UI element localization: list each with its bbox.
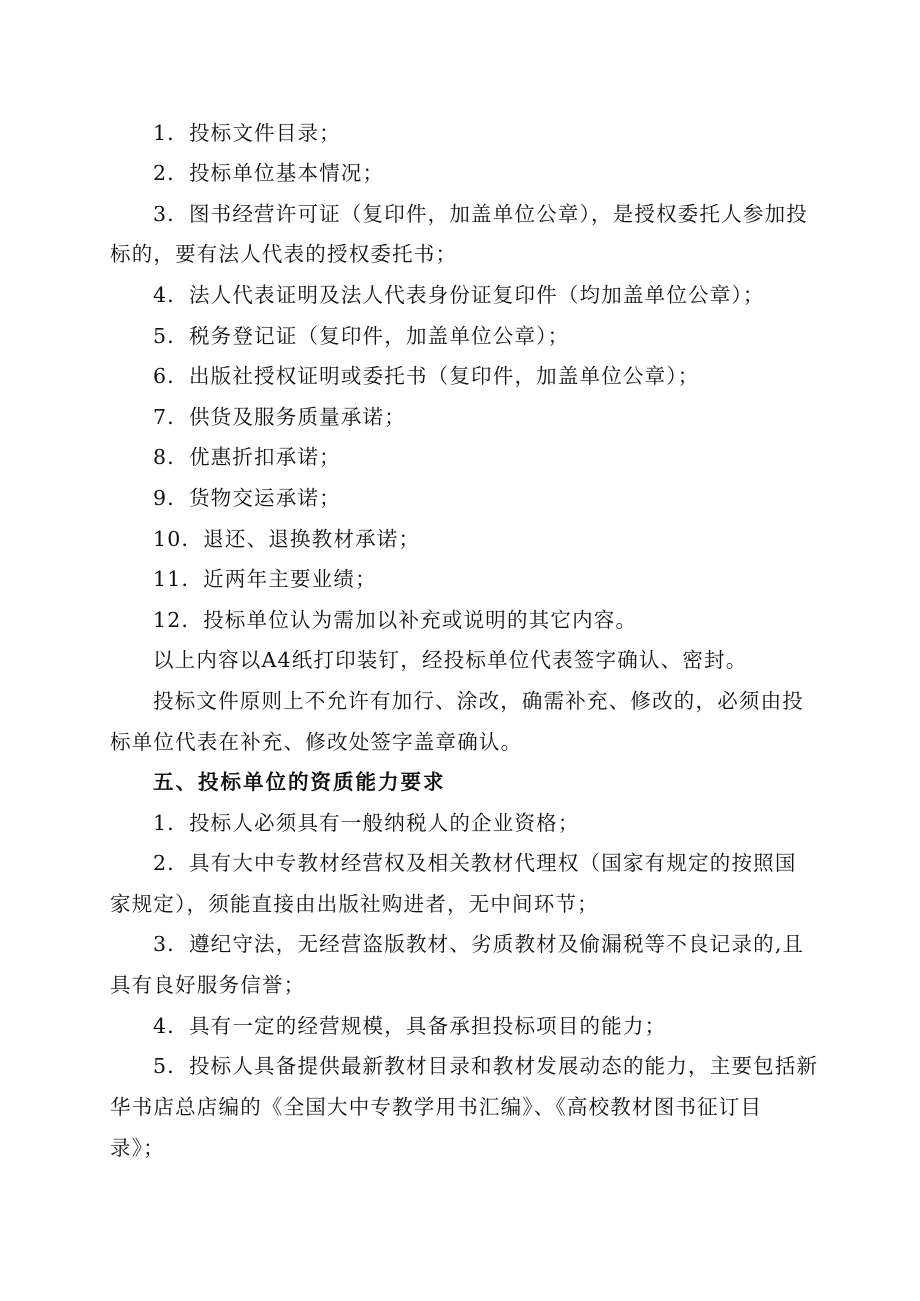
requirement-2-line-1: 2．具有大中专教材经营权及相关教材代理权（国家有规定的按照国: [153, 851, 797, 875]
item-7: 7．供货及服务质量承诺；: [153, 405, 406, 429]
section-title: 五、投标单位的资质能力要求: [153, 770, 446, 794]
requirement-5-line-3: 录》；: [110, 1136, 165, 1160]
item-1: 1．投标文件目录；: [153, 121, 341, 145]
item-6: 6．出版社授权证明或委托书（复印件，加盖单位公章）；: [153, 364, 700, 388]
item-3-line-1: 3．图书经营许可证（复印件，加盖单位公章），是授权委托人参加投: [153, 202, 808, 226]
requirement-3-line-2: 具有良好服务信誉；: [110, 973, 306, 997]
item-3-line-2: 标的，要有法人代表的授权委托书；: [110, 242, 458, 266]
item-5: 5．税务登记证（复印件，加盖单位公章）；: [153, 324, 570, 348]
item-9: 9．货物交运承诺；: [153, 486, 341, 510]
requirement-2-line-2: 家规定），须能直接由出版社购进者，无中间环节；: [110, 892, 599, 916]
item-2: 2．投标单位基本情况；: [153, 161, 385, 185]
modification-paragraph-line-1: 投标文件原则上不允许有加行、涂改，确需补充、修改的，必须由投: [153, 689, 804, 713]
item-11: 11．近两年主要业绩；: [153, 567, 377, 591]
item-12: 12．投标单位认为需加以补充或说明的其它内容。: [153, 608, 638, 632]
print-binding-paragraph: 以上内容以A4纸打印装钉，经投标单位代表签字确认、密封。: [153, 648, 748, 672]
modification-paragraph-line-2: 标单位代表在补充、修改处签字盖章确认。: [110, 730, 523, 754]
requirement-3-line-1: 3．遵纪守法，无经营盗版教材、劣质教材及偷漏税等不良记录的,且: [153, 932, 805, 956]
requirement-5-line-1: 5．投标人具备提供最新教材目录和教材发展动态的能力，主要包括新: [153, 1054, 819, 1078]
requirement-5-line-2: 华书店总店编的《全国大中专教学用书汇编》、《高校教材图书征订目: [110, 1095, 763, 1119]
item-4: 4．法人代表证明及法人代表身份证复印件（均加盖单位公章）；: [153, 283, 765, 307]
requirement-1: 1．投标人必须具有一般纳税人的企业资格；: [153, 811, 580, 835]
requirement-4: 4．具有一定的经营规模，具备承担投标项目的能力；: [153, 1014, 667, 1038]
item-8: 8．优惠折扣承诺；: [153, 445, 341, 469]
item-10: 10．退还、退换教材承诺；: [153, 527, 421, 551]
